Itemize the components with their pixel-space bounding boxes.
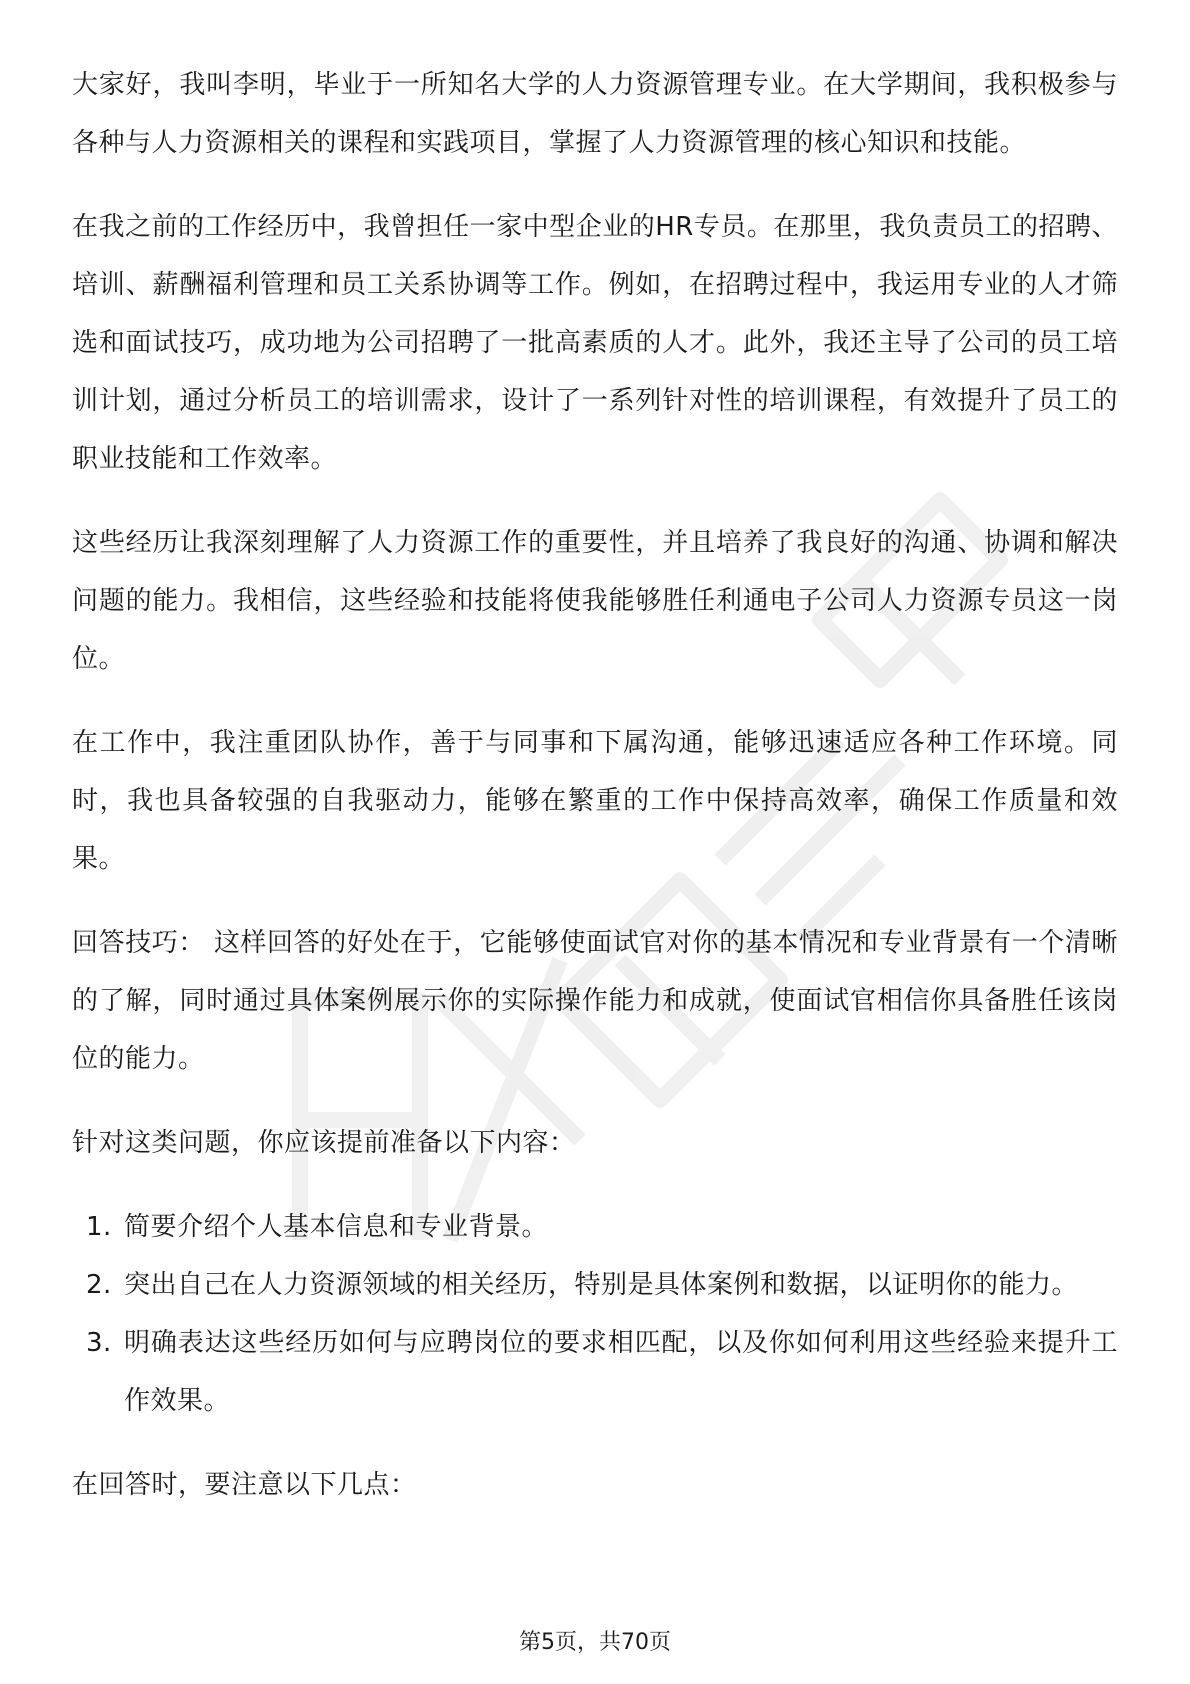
paragraph-answer-tips: 回答技巧： 这样回答的好处在于，它能够使面试官对你的基本情况和专业背景有一个清晰的了解，同时通过具体案例展示你的实际操作能力和成就，使面试官相信你具备胜任该岗位的能力。 — [72, 928, 1118, 1074]
preparation-list — [72, 1198, 1118, 1430]
paragraph-closing: 在回答时，要注意以下几点： — [72, 1470, 417, 1500]
list-item-text: 突出自己在人力资源领域的相关经历，特别是具体案例和数据，以证明你的能力。 — [124, 1270, 1079, 1300]
list-item-text: 简要介绍个人基本信息和专业背景。 — [124, 1212, 549, 1242]
list-item-text: 明确表达这些经历如何与应聘岗位的要求相匹配，以及你如何利用这些经验来提升工作效果。 — [124, 1328, 1118, 1416]
paragraph-teamwork: 在工作中，我注重团队协作，善于与同事和下属沟通，能够迅速适应各种工作环境。同时，我也具备较强的自我驱动力，能够在繁重的工作中保持高效率，确保工作质量和效果。 — [72, 728, 1118, 874]
paragraph-skills: 这些经历让我深刻理解了人力资源工作的重要性，并且培养了我良好的沟通、协调和解决问题的能力。我相信，这些经验和技能将使我能够胜任利通电子公司人力资源专员这一岗位。 — [72, 528, 1118, 674]
page-footer: 第5页，共70页 — [519, 1630, 671, 1655]
paragraph-intro: 大家好，我叫李明，毕业于一所知名大学的人力资源管理专业。在大学期间，我积极参与各种与人力资源相关的课程和实践项目，掌握了人力资源管理的核心知识和技能。 — [72, 70, 1118, 158]
list-item-number: 3. — [86, 1328, 112, 1358]
list-item — [86, 1256, 1118, 1314]
paragraph-preparation-intro: 针对这类问题，你应该提前准备以下内容： — [72, 1128, 576, 1158]
list-item-number: 2. — [86, 1270, 112, 1300]
list-item — [86, 1314, 1118, 1430]
list-item-number: 1. — [86, 1212, 112, 1242]
paragraph-experience: 在我之前的工作经历中，我曾担任一家中型企业的HR专员。在那里，我负责员工的招聘、培训、薪酬福利管理和员工关系协调等工作。例如，在招聘过程中，我运用专业的人才筛选和面试技巧，成功地为公司招聘了一批高素质的人才。此外，我还主导了公司的员工培训计划，通过分析员工的培训需求，设计了一系列针对性的培训课程，有效提升了员工的职业技能和工作效率。 — [72, 212, 1118, 474]
document-body — [72, 56, 1118, 1540]
list-item — [86, 1198, 1118, 1256]
